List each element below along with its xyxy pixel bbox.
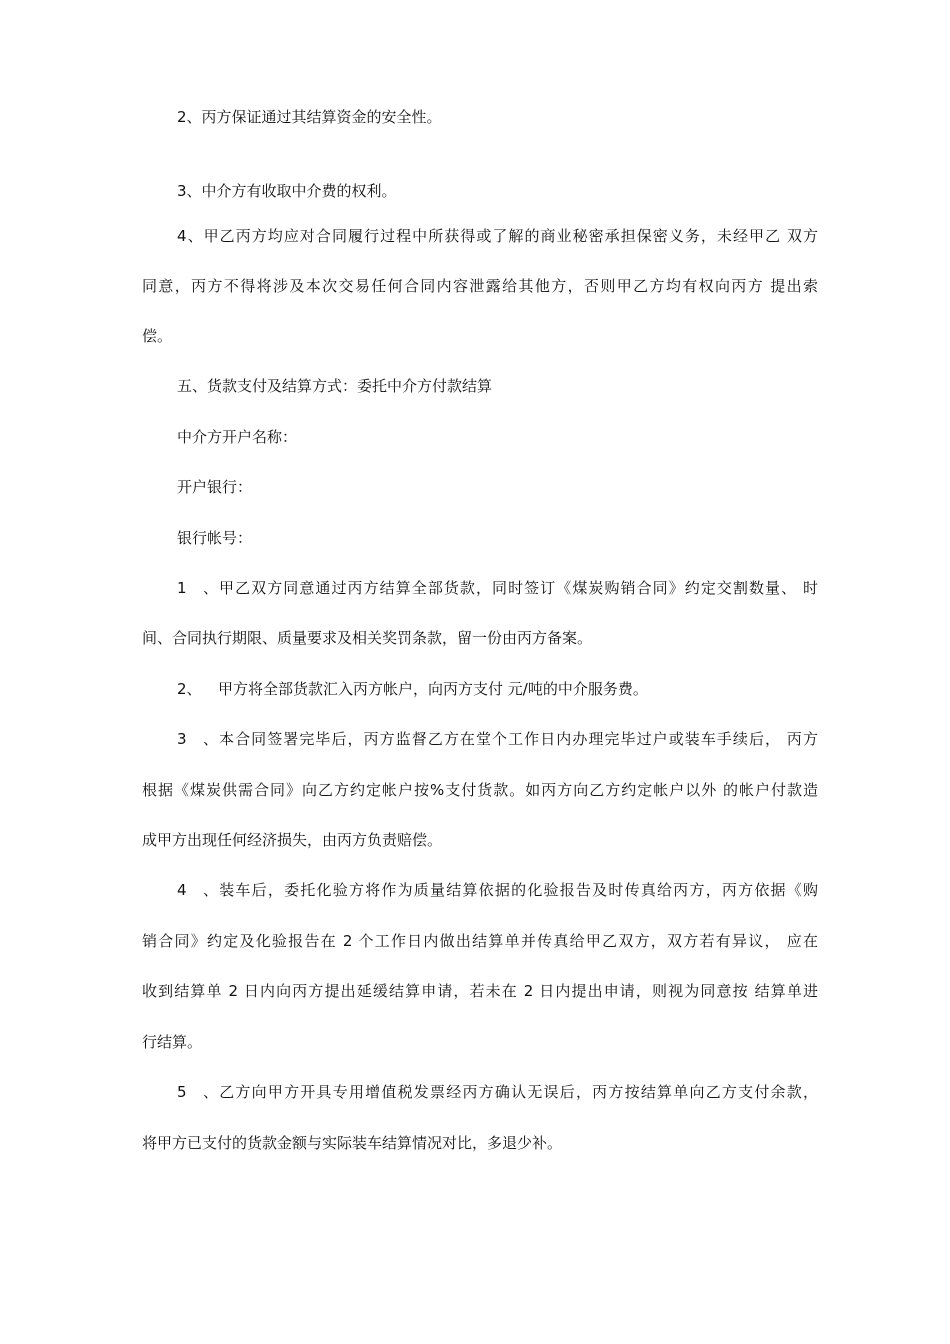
clause-5-5-line-1: [177, 1082, 818, 1102]
item-number: 4、: [177, 881, 218, 899]
item-number: 5、: [177, 1083, 218, 1101]
section-5-heading: 五、货款支付及结算方式：委托中介方付款结算: [177, 377, 493, 395]
clause-4-4-line-3: 偿。: [142, 327, 173, 345]
clause-text: 乙方向甲方开具专用增值税发票经丙方确认无误后，丙方按结算单向乙方支付余款，: [218, 1083, 818, 1101]
clause-5-1-line-2: 间、合同执行期限、质量要求及相关奖罚条款，留一份由丙方备案。: [142, 629, 593, 647]
clause-5-3-line-3: 成甲方出现任何经济损失，由丙方负责赔偿。: [142, 831, 443, 849]
clause-4-2: 2、丙方保证通过其结算资金的安全性。: [177, 108, 442, 126]
clause-text: 装车后，委托化验方将作为质量结算依据的化验报告及时传真给丙方，丙方依据《购: [218, 881, 818, 899]
clause-4-4-line-1: 4、甲乙丙方均应对合同履行过程中所获得或了解的商业秘密承担保密义务，未经甲乙 双方: [177, 227, 818, 245]
clause-text: 甲乙双方同意通过丙方结算全部货款，同时签订《煤炭购销合同》约定交割数量、 时: [218, 579, 818, 597]
clause-5-3-line-2: 根据《煤炭供需合同》向乙方约定帐户按%支付货款。如丙方向乙方约定帐户以外 的帐户付款造: [142, 781, 818, 799]
clause-4-3: 3、中介方有收取中介费的权利。: [177, 182, 397, 200]
account-name-label: 中介方开户名称：: [177, 428, 298, 446]
account-number-label: 银行帐号：: [177, 529, 253, 547]
item-number: 1、: [177, 579, 218, 597]
clause-5-1-line-1: [177, 578, 818, 598]
item-number: 3、: [177, 730, 218, 748]
clause-5-4-line-3: 收到结算单 2 日内向丙方提出延缓结算申请，若未在 2 日内提出申请，则视为同意按 结算单进: [142, 982, 818, 1000]
bank-label: 开户银行：: [177, 478, 253, 496]
clause-text: 甲方将全部货款汇入丙方帐户，向丙方支付 元/吨的中介服务费。: [218, 680, 648, 698]
clause-5-2: [177, 679, 818, 699]
clause-5-4-line-4: 行结算。: [142, 1033, 203, 1051]
clause-5-4-line-2: 销合同》约定及化验报告在 2 个工作日内做出结算单并传真给甲乙双方，双方若有异议， 应在: [142, 932, 818, 950]
clause-4-4-line-2: 同意，丙方不得将涉及本次交易任何合同内容泄露给其他方，否则甲乙方均有权向丙方 提出索: [142, 277, 818, 295]
clause-5-3-line-1: [177, 729, 818, 749]
clause-text: 本合同签署完毕后，丙方监督乙方在堂个工作日内办理完毕过户或装车手续后， 丙方: [218, 730, 818, 748]
item-number: 2、: [177, 680, 202, 698]
clause-5-4-line-1: [177, 880, 818, 900]
clause-5-5-line-2: 将甲方已支付的货款金额与实际装车结算情况对比，多退少补。: [142, 1134, 563, 1152]
